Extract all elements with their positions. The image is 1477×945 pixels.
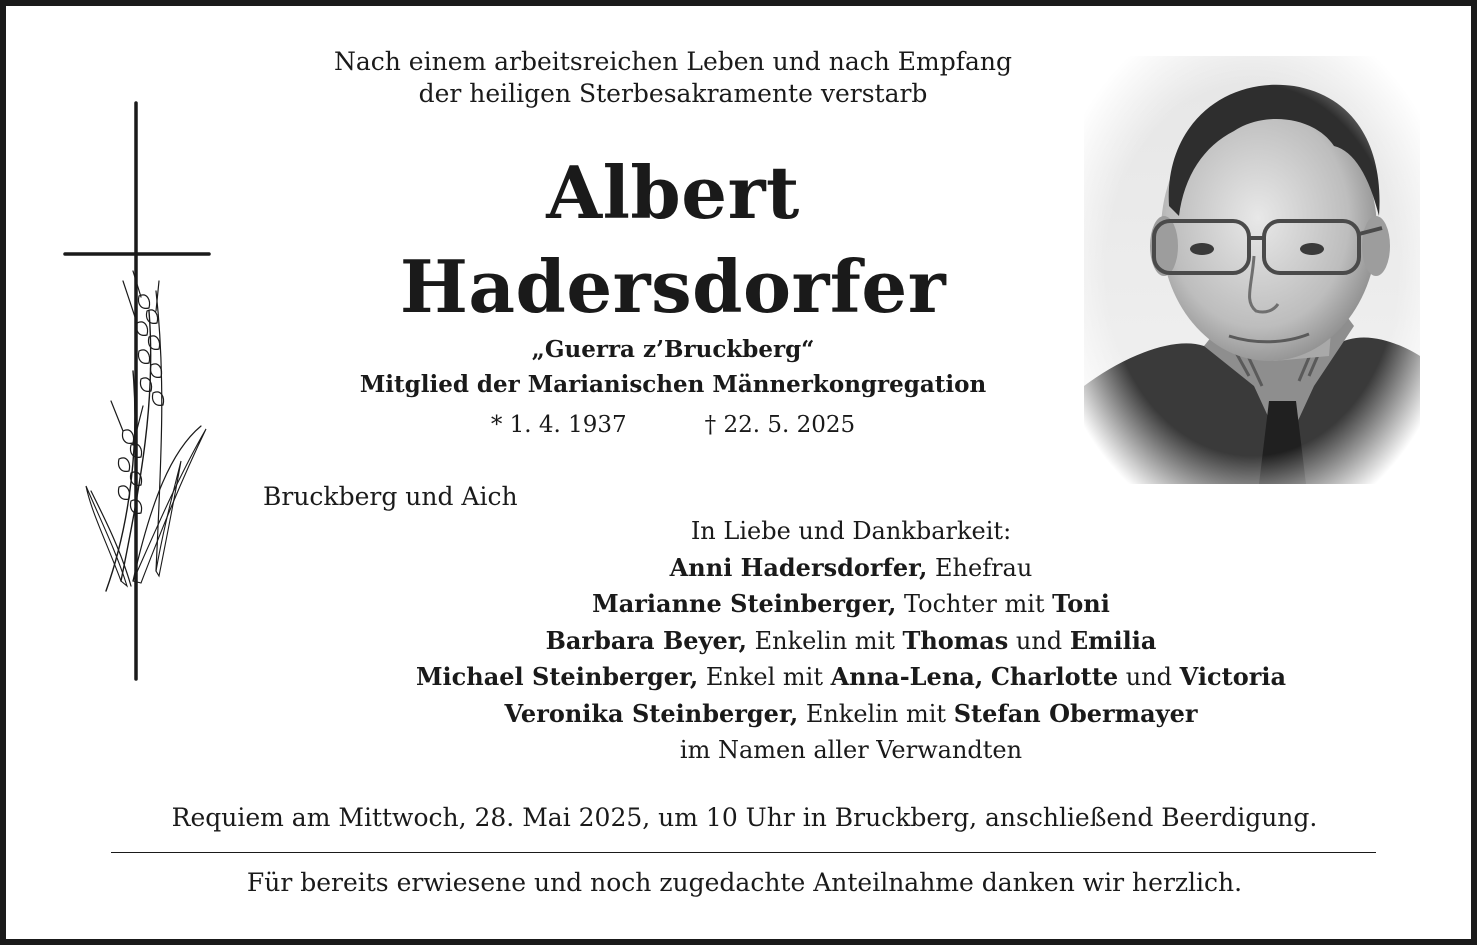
cross-with-wheat-icon	[61, 101, 216, 683]
companion-name: Toni	[1052, 589, 1110, 619]
mourner-line	[366, 550, 1336, 587]
intro-line: der heiligen Sterbesakramente verstarb	[418, 79, 928, 108]
portrait-photo	[1084, 56, 1420, 484]
nickname: „Guerra z’Bruckberg“	[531, 336, 815, 363]
companion-name: Thomas	[902, 625, 1009, 655]
mourners-block	[366, 514, 1336, 768]
death-date: † 22. 5. 2025	[704, 412, 856, 438]
mourner-name: Marianne Steinberger,	[592, 589, 897, 619]
last-name: Hadersdorfer	[399, 244, 947, 329]
mourner-relation: Enkel mit	[698, 663, 831, 692]
mourner-relation: Enkelin mit	[746, 626, 903, 655]
intro-text	[306, 46, 1040, 110]
mourner-relation: Ehefrau	[927, 553, 1033, 582]
conjunction: und	[1008, 626, 1070, 655]
mourner-relation: Tochter mit	[896, 590, 1053, 619]
companion-name: Stefan Obermayer	[953, 698, 1198, 728]
intro-line: Nach einem arbeitsreichen Leben und nach Empfang	[333, 47, 1013, 76]
location: Bruckberg und Aich	[263, 482, 518, 511]
requiem-info: Requiem am Mittwoch, 28. Mai 2025, um 10 Uhr in Bruckberg, anschließend Beerdigung.	[171, 803, 1318, 832]
mourner-name: Veronika Steinberger,	[504, 698, 799, 728]
birth-date: * 1. 4. 1937	[490, 412, 627, 438]
mourner-name: Barbara Beyer,	[545, 625, 747, 655]
mourner-line	[366, 659, 1336, 696]
mourner-name: Anni Hadersdorfer,	[669, 552, 928, 582]
thanks-line: Für bereits erwiesene und noch zugedachte Anteilnahme danken wir herzlich.	[246, 868, 1243, 897]
mourner-line	[366, 623, 1336, 660]
companion-name: Victoria	[1179, 662, 1287, 692]
gratitude-line: In Liebe und Dankbarkeit:	[690, 517, 1012, 545]
divider	[111, 852, 1376, 853]
mourner-name: Michael Steinberger,	[415, 662, 699, 692]
life-dates	[306, 412, 1040, 438]
mourner-line	[366, 586, 1336, 623]
companion-name: Emilia	[1069, 625, 1157, 655]
mourner-line	[366, 696, 1336, 733]
closing-line: im Namen aller Verwandten	[679, 735, 1023, 764]
deceased-name	[306, 146, 1040, 334]
conjunction	[983, 663, 991, 691]
membership: Mitglied der Marianischen Männerkongregation	[359, 371, 987, 398]
companion-name: Anna-Lena,	[830, 662, 984, 692]
first-name: Albert	[546, 150, 800, 235]
mourner-relation: Enkelin mit	[798, 699, 954, 728]
companion-name: Charlotte	[990, 662, 1119, 692]
conjunction: und	[1118, 663, 1180, 692]
